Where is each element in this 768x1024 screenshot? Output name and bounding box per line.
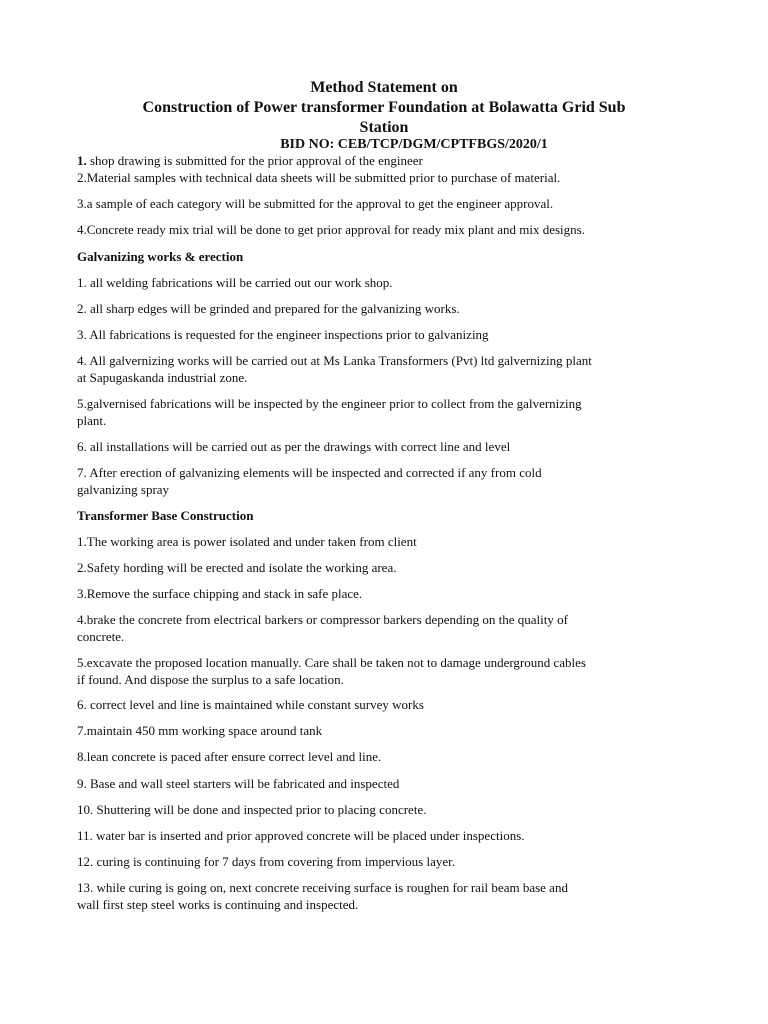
bid-number: BID NO: CEB/TCP/DGM/CPTFBGS/2020/1 — [280, 137, 548, 152]
galvanizing-item: 3. All fabrications is requested for the engineer inspections prior to galvanizing — [77, 327, 489, 342]
transformer-base-item: 3.Remove the surface chipping and stack in safe place. — [77, 586, 363, 601]
galvanizing-item: 7. After erection of galvanizing elements will be inspected and corrected if any from cold galvanizing spray — [77, 465, 542, 497]
transformer-base-item: 7.maintain 450 mm working space around tank — [77, 723, 323, 738]
intro-item-4: 4.Concrete ready mix trial will be done to get prior approval for ready mix plant and mix designs. — [77, 222, 585, 237]
intro-item-1 — [77, 152, 682, 169]
transformer-base-item: 6. correct level and line is maintained while constant survey works — [77, 697, 424, 712]
document-title: Method Statement on — [310, 79, 458, 96]
galvanizing-item: 6. all installations will be carried out as per the drawings with correct line and level — [77, 439, 511, 454]
galvanizing-item: 1. all welding fabrications will be carried out our work shop. — [77, 275, 393, 290]
transformer-base-item: 9. Base and wall steel starters will be fabricated and inspected — [77, 776, 400, 791]
intro-item-1-text: shop drawing is submitted for the prior approval of the engineer — [86, 153, 423, 168]
galvanizing-item: 4. All galvernizing works will be carried out at Ms Lanka Transformers (Pvt) ltd galvernizing plant at Sapugaskanda industrial zone. — [77, 353, 592, 385]
document-subtitle-continued: Station — [359, 119, 409, 136]
transformer-base-item: 1.The working area is power isolated and under taken from client — [77, 534, 417, 549]
galvanizing-item: 5.galvernised fabrications will be inspected by the engineer prior to collect from the galvernizing plant. — [77, 396, 582, 428]
intro-item-3: 3.a sample of each category will be submitted for the approval to get the engineer approval. — [77, 196, 554, 211]
transformer-base-item: 10. Shuttering will be done and inspected prior to placing concrete. — [77, 802, 427, 817]
document-subtitle: Construction of Power transformer Foundation at Bolawatta Grid Sub — [142, 99, 626, 116]
transformer-base-item: 2.Safety hording will be erected and isolate the working area. — [77, 560, 397, 575]
transformer-base-item: 13. while curing is going on, next concrete receiving surface is roughen for rail beam base and wall first step steel works is continuing and inspected. — [77, 880, 568, 912]
intro-item-1-number: 1. — [77, 153, 87, 168]
transformer-base-item: 5.excavate the proposed location manually. Care shall be taken not to damage underground cables if found. And dispose the surplus to a safe location. — [77, 655, 586, 687]
intro-item-2: 2.Material samples with technical data sheets will be submitted prior to purchase of material. — [77, 170, 561, 185]
galvanizing-heading: Galvanizing works & erection — [77, 249, 244, 264]
galvanizing-item: 2. all sharp edges will be grinded and prepared for the galvanizing works. — [77, 301, 460, 316]
transformer-base-item: 4.brake the concrete from electrical barkers or compressor barkers depending on the quality of concrete. — [77, 612, 568, 644]
transformer-base-item: 12. curing is continuing for 7 days from covering from impervious layer. — [77, 854, 456, 869]
transformer-base-item: 11. water bar is inserted and prior approved concrete will be placed under inspections. — [77, 828, 525, 843]
transformer-base-item: 8.lean concrete is paced after ensure correct level and line. — [77, 749, 382, 764]
transformer-base-heading: Transformer Base Construction — [77, 508, 254, 523]
